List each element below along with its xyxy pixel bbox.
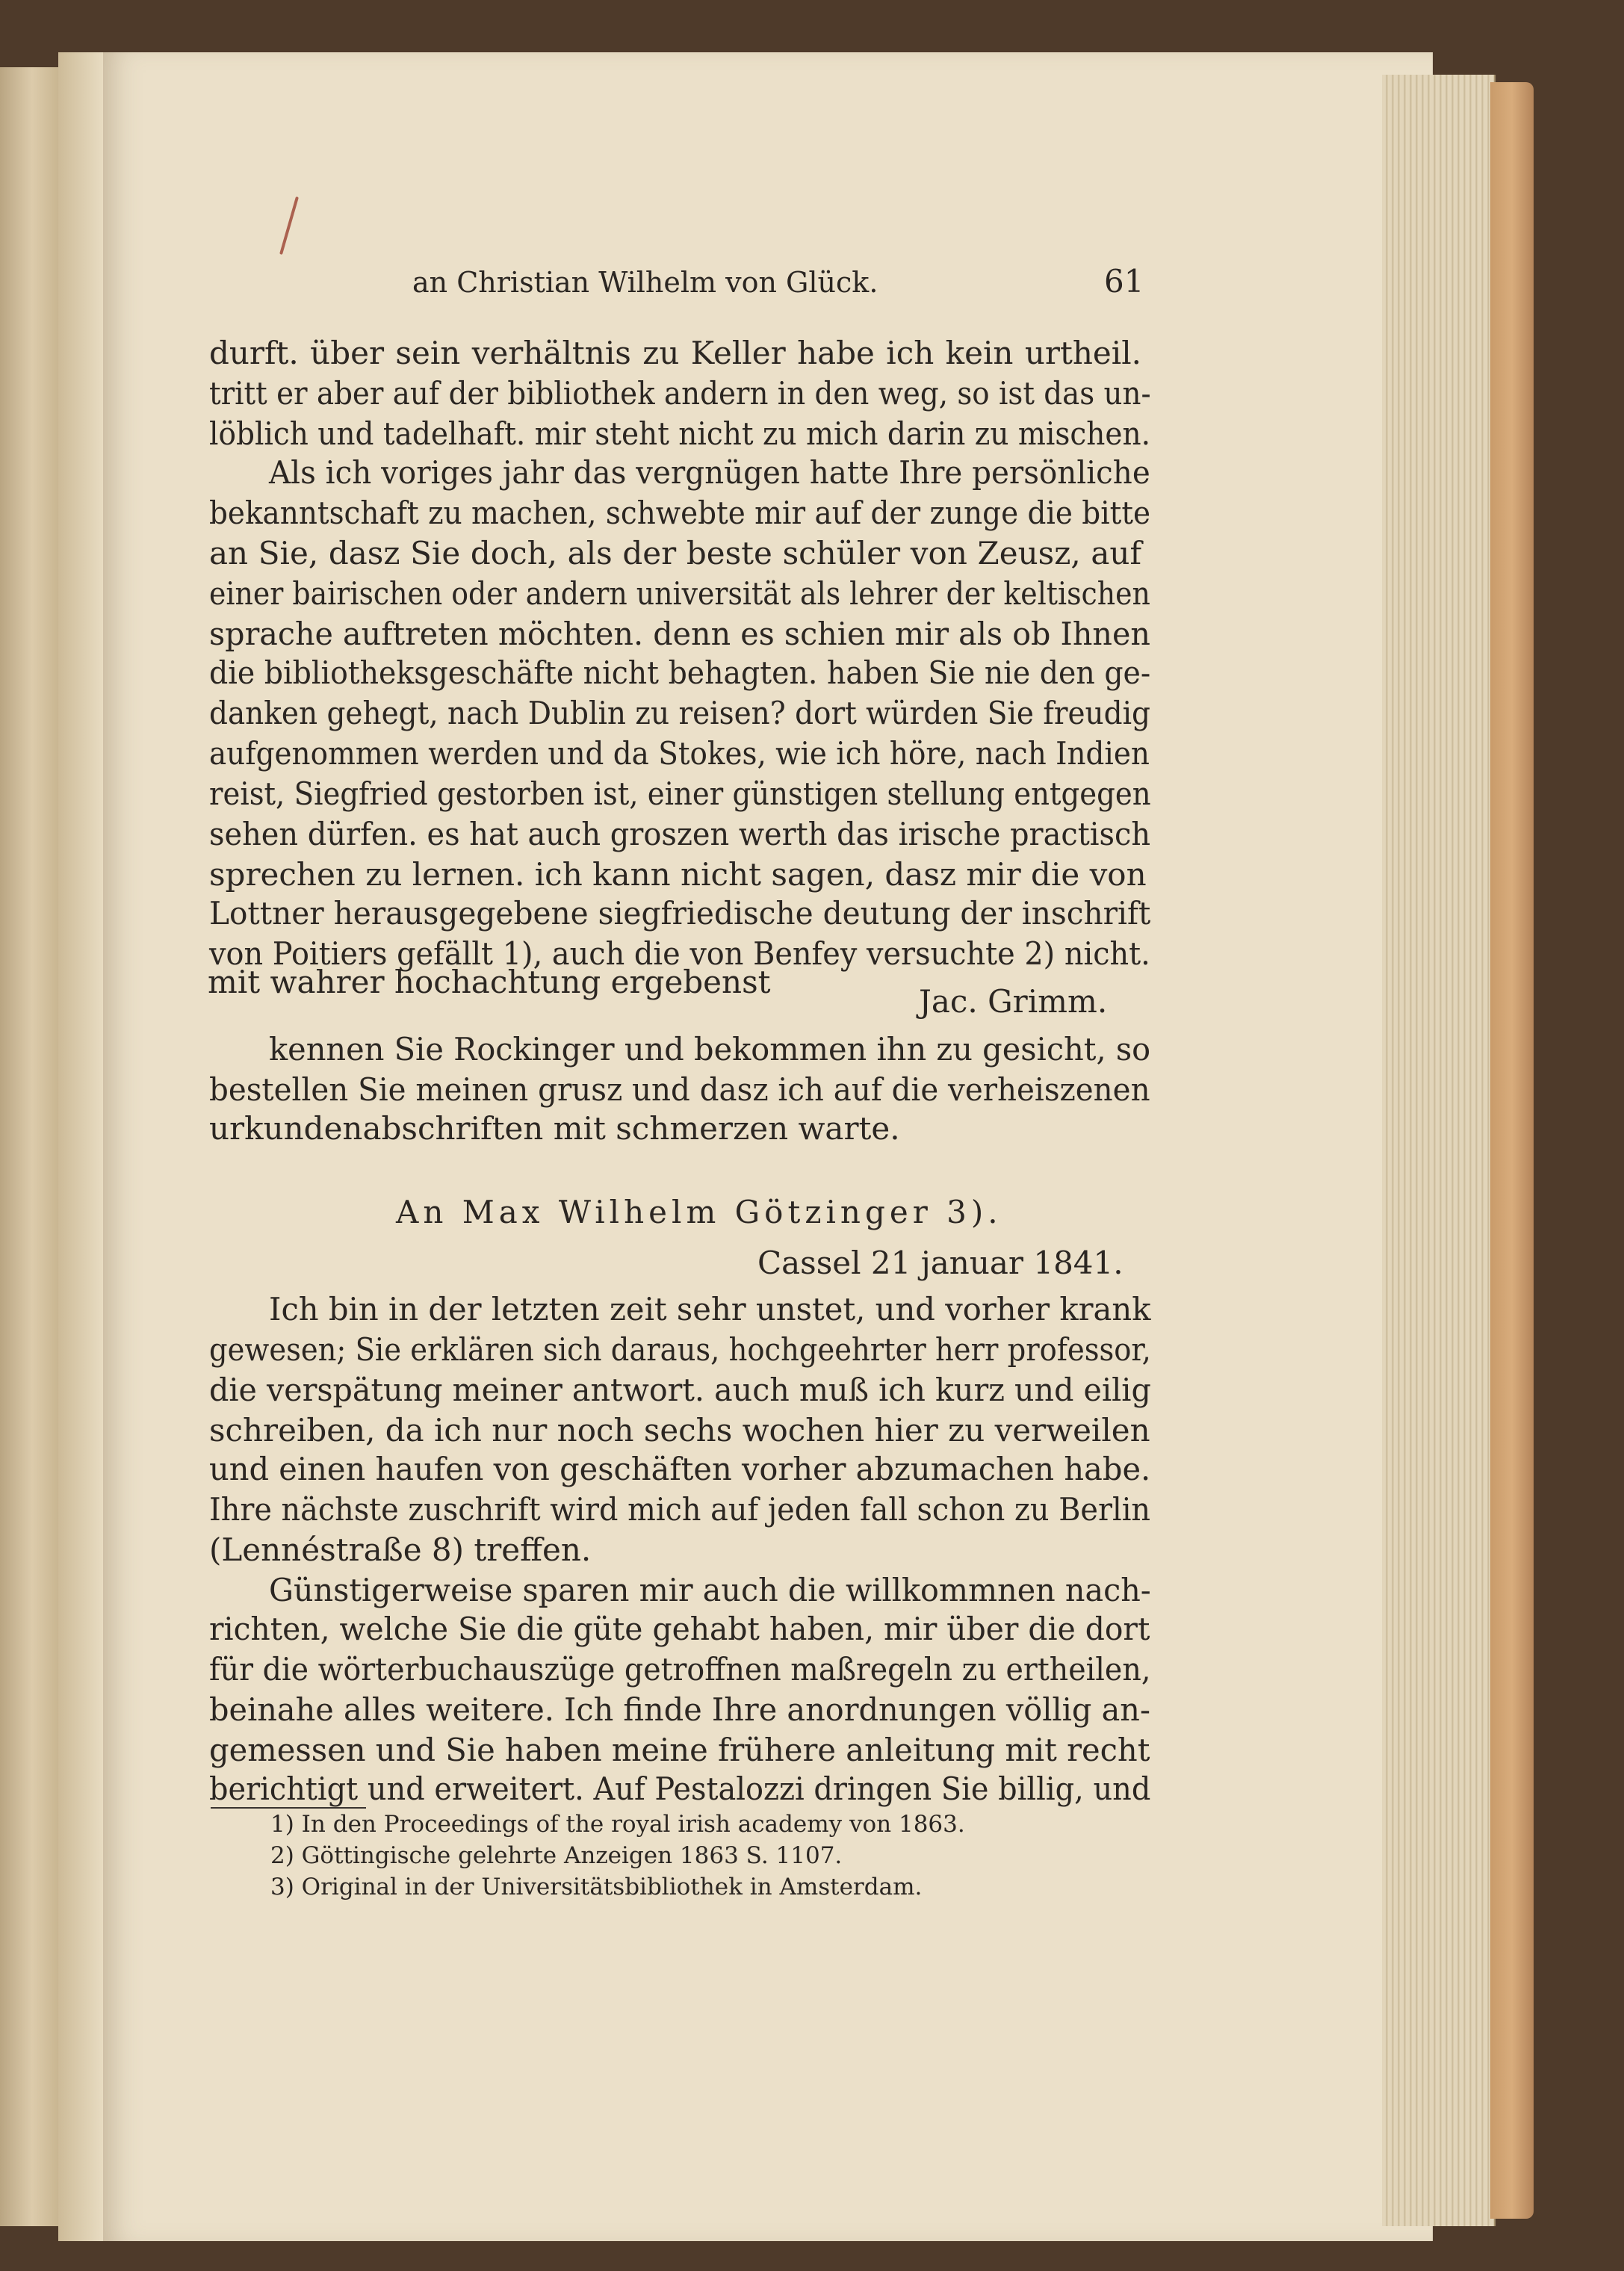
- footnote: 3) Original in der Universitätsbibliothek in Amsterdam.: [270, 1874, 923, 1900]
- letter-line: (Lennéstraße 8) treffen.: [209, 1531, 592, 1568]
- body-line: einer bairischen oder andern universität als lehrer der keltischen: [209, 575, 1150, 612]
- letter-line: gewesen; Sie erklären sich daraus, hochgeehrter herr professor,: [209, 1331, 1151, 1368]
- letter-line: und einen haufen von geschäften vorher abzumachen habe.: [209, 1451, 1151, 1487]
- body-line: danken gehegt, nach Dublin zu reisen? dort würden Sie freudig: [209, 695, 1150, 731]
- body-line: von Poitiers gefällt 1), auch die von Benfey versuchte 2) nicht.: [209, 935, 1150, 972]
- postscript-line: kennen Sie Rockinger und bekommen ihn zu gesicht, so: [269, 1031, 1151, 1068]
- body-line: sprache auftreten möchten. denn es schien mir als ob Ihnen: [209, 616, 1150, 652]
- body-line: reist, Siegfried gestorben ist, einer günstigen stellung entgegen: [209, 775, 1151, 812]
- body-line: mit wahrer hochachtung ergebenst: [208, 964, 771, 1000]
- signature: Jac. Grimm.: [919, 983, 1108, 1020]
- letter-line: für die wörterbuchauszüge getroffnen maßregeln zu ertheilen,: [209, 1651, 1151, 1688]
- letter-line: schreiben, da ich nur noch sechs wochen hier zu verweilen: [209, 1412, 1150, 1449]
- postscript-line: bestellen Sie meinen grusz und dasz ich auf die verheiszenen: [209, 1071, 1150, 1108]
- letter-line: gemessen und Sie haben meine frühere anleitung mit recht: [209, 1732, 1150, 1768]
- running-title: an Christian Wilhelm von Glück.: [412, 266, 878, 299]
- book-gutter: [58, 52, 103, 2241]
- page-stack-edge: [1382, 75, 1496, 2226]
- body-line: sprechen zu lernen. ich kann nicht sagen, dasz mir die von: [209, 856, 1147, 893]
- footnote-rule: [211, 1807, 366, 1809]
- letter-line: die verspätung meiner antwort. auch muß ich kurz und eilig: [209, 1372, 1151, 1408]
- letter-heading: An Max Wilhelm Götzinger 3).: [396, 1194, 1002, 1230]
- body-line: Als ich voriges jahr das vergnügen hatte Ihre persönliche: [269, 454, 1150, 491]
- letter-line: richten, welche Sie die güte gehabt haben, mir über die dort: [209, 1611, 1150, 1647]
- postscript-line: urkundenabschriften mit schmerzen warte.: [209, 1110, 900, 1147]
- body-line: tritt er aber auf der bibliothek andern in den weg, so ist das un-: [209, 375, 1151, 412]
- body-line: durft. über sein verhältnis zu Keller habe ich kein urtheil.: [209, 335, 1141, 371]
- letter-line: berichtigt und erweitert. Auf Pestalozzi dringen Sie billig, und: [209, 1770, 1151, 1807]
- letter-line: Ihre nächste zuschrift wird mich auf jeden fall schon zu Berlin: [209, 1491, 1151, 1528]
- body-line: Lottner herausgegebene siegfriedische deutung der inschrift: [209, 895, 1151, 932]
- body-line: an Sie, dasz Sie doch, als der beste schüler von Zeusz, auf: [209, 535, 1141, 571]
- letter-line: Günstigerweise sparen mir auch die willkommnen nach-: [269, 1572, 1151, 1608]
- body-line: sehen dürfen. es hat auch groszen werth das irische practisch: [209, 816, 1151, 852]
- footnote: 2) Göttingische gelehrte Anzeigen 1863 S. 1107.: [270, 1842, 843, 1869]
- cover-edge: [1490, 82, 1534, 2219]
- body-line: löblich und tadelhaft. mir steht nicht zu mich darin zu mischen.: [209, 415, 1150, 452]
- footnote: 1) In den Proceedings of the royal irish academy von 1863.: [270, 1811, 965, 1838]
- body-line: die bibliotheksgeschäfte nicht behagten. haben Sie nie den ge-: [209, 654, 1151, 691]
- body-line: aufgenommen werden und da Stokes, wie ich höre, nach Indien: [209, 735, 1150, 772]
- left-page-edge: [0, 67, 60, 2226]
- body-line: bekanntschaft zu machen, schwebte mir auf der zunge die bitte: [209, 495, 1151, 531]
- letter-line: Ich bin in der letzten zeit sehr unstet, und vorher krank: [269, 1291, 1151, 1327]
- page-number: 61: [1104, 263, 1144, 300]
- dateline: Cassel 21 januar 1841.: [757, 1245, 1124, 1281]
- letter-line: beinahe alles weitere. Ich finde Ihre anordnungen völlig an-: [209, 1691, 1150, 1728]
